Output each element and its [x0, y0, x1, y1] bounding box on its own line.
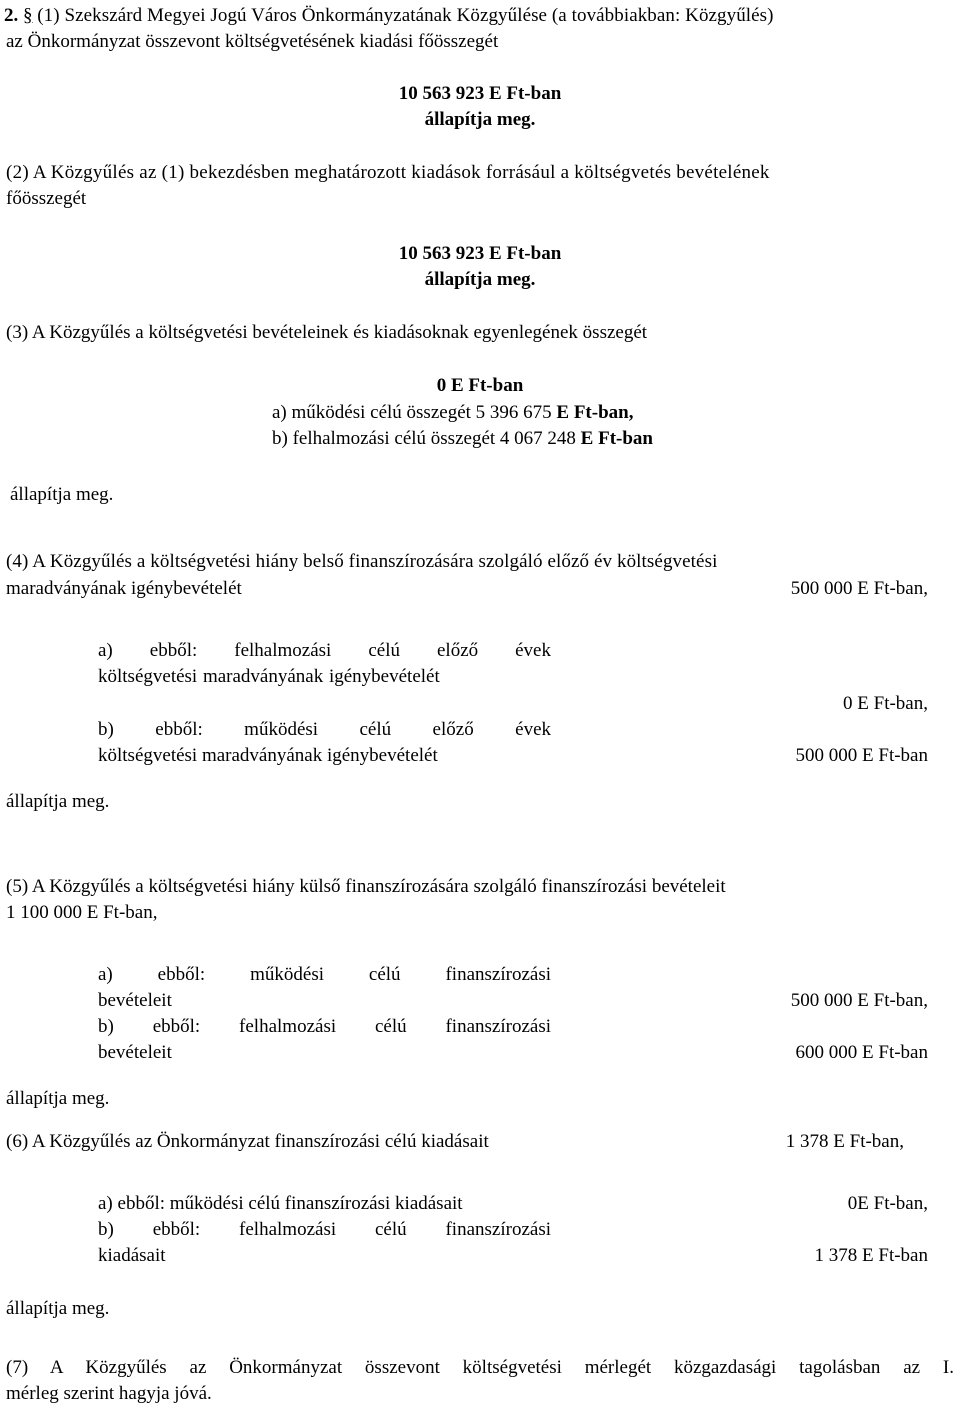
p2-line1-text: (1) Szekszárd Megyei Jogú Város Önkormányzatának Közgyűlése (a továbbiakban: Közgyűlés): [37, 5, 774, 26]
p2-line2: az Önkormányzat összevont költségvetésének kiadási főösszegét: [6, 31, 499, 52]
p4-item-b-line1: b) ebből: működési célú előző évek: [98, 719, 551, 740]
p5-item-a-line1: a) ebből: működési célú finanszírozási: [98, 964, 551, 985]
p6-item-a-line1: a) ebből: működési célú finanszírozási kiadásait: [98, 1193, 463, 1214]
p3-item-a: [272, 400, 633, 426]
p3-amount: 0 E Ft-ban: [436, 375, 524, 396]
p4-item-b-line2: költségvetési maradványának igénybevételét: [98, 745, 438, 766]
p6-line1: (6) A Közgyűlés az Önkormányzat finanszírozási célú kiadásait: [6, 1131, 489, 1152]
p6-amount: 1 378 E Ft-ban,: [785, 1131, 904, 1152]
p4-line2: maradványának igénybevételét: [6, 578, 242, 599]
p3-item-a-text: a) működési célú összegét 5 396 675: [272, 402, 557, 423]
p2-2-amount: 10 563 923 E Ft-ban: [398, 243, 562, 264]
p3-item-b: [272, 426, 653, 452]
p6-item-b-line1: b) ebből: felhalmozási célú finanszírozási: [98, 1219, 551, 1240]
p4-line1: (4) A Közgyűlés a költségvetési hiány belső finanszírozására szolgáló előző év költségvetési: [6, 551, 718, 572]
p4-amount: 500 000 E Ft-ban,: [790, 578, 928, 599]
p4-item-a-line1: a) ebből: felhalmozási célú előző évek: [98, 640, 551, 661]
p3-approve: állapítja meg.: [10, 484, 114, 505]
section-number: 2.: [4, 5, 19, 26]
p3-item-b-unit: E Ft-ban: [580, 428, 653, 449]
p5-item-b-line1: b) ebből: felhalmozási célú finanszírozási: [98, 1016, 551, 1037]
p7-line1: (7) A Közgyűlés az Önkormányzat összevont költségvetési mérlegét közgazdasági tagolásban az I.: [6, 1357, 954, 1378]
p2-line1: [4, 3, 774, 29]
p2-2-line2: főösszegét: [6, 188, 87, 209]
p5-approve: állapítja meg.: [6, 1088, 110, 1109]
p5-line1: (5) A Közgyűlés a költségvetési hiány külső finanszírozására szolgáló finanszírozási bevételeit: [6, 876, 726, 897]
p5-item-a-amount: 500 000 E Ft-ban,: [790, 990, 928, 1011]
p2-amount: 10 563 923 E Ft-ban: [398, 83, 562, 104]
p6-item-b-amount: 1 378 E Ft-ban: [814, 1245, 928, 1266]
p3-item-a-unit: E Ft-ban,: [556, 402, 634, 423]
p2-2-approve: állapítja meg.: [424, 269, 536, 290]
p6-item-a-amount: 0E Ft-ban,: [847, 1193, 928, 1214]
p5-item-a-line2: bevételeit: [98, 990, 172, 1011]
p3-item-b-text: b) felhalmozási célú összegét 4 067 248: [272, 428, 581, 449]
p4-approve: állapítja meg.: [6, 791, 110, 812]
section-sign: §: [23, 5, 33, 26]
p7-line2: mérleg szerint hagyja jóvá.: [6, 1383, 212, 1404]
p2-2-line1: (2) A Közgyűlés az (1) bekezdésben meghatározott kiadások forrásául a költségvetés bevételének: [6, 162, 770, 183]
p3-line1: (3) A Közgyűlés a költségvetési bevételeinek és kiadásoknak egyenlegének összegét: [6, 322, 648, 343]
p5-item-b-line2: bevételeit: [98, 1042, 172, 1063]
p6-item-b-line2: kiadásait: [98, 1245, 166, 1266]
p4-item-b-amount: 500 000 E Ft-ban: [795, 745, 928, 766]
p2-approve: állapítja meg.: [424, 109, 536, 130]
p4-item-a-amount: 0 E Ft-ban,: [843, 693, 928, 714]
p4-item-a-line2: költségvetési maradványának igénybevételét: [98, 666, 440, 687]
p5-line2: 1 100 000 E Ft-ban,: [6, 902, 158, 923]
p6-approve: állapítja meg.: [6, 1298, 110, 1319]
p5-item-b-amount: 600 000 E Ft-ban: [795, 1042, 928, 1063]
